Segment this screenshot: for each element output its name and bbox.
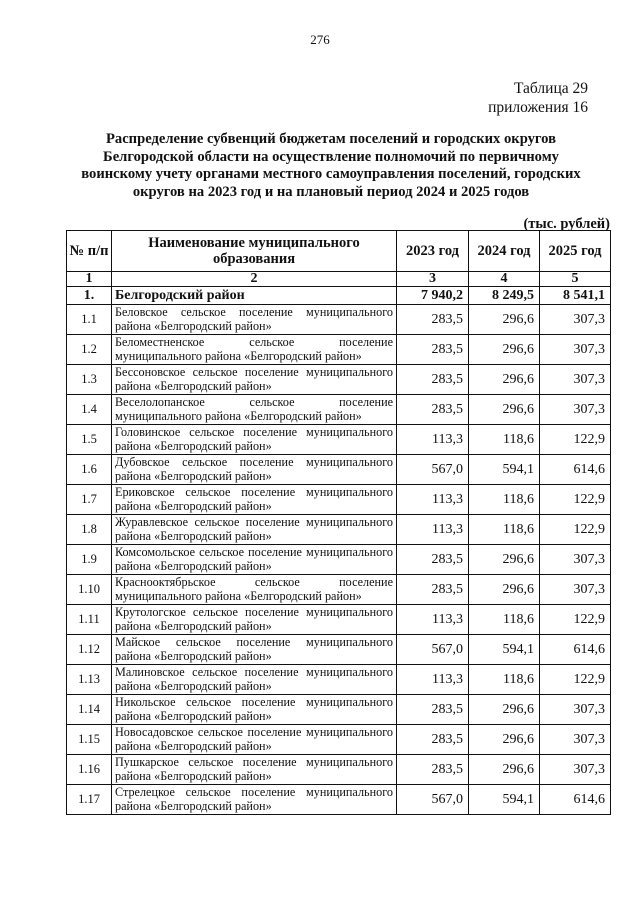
row-value-2025: 307,3 <box>540 395 611 425</box>
row-name: Беломестненское сельское поселение муниципального района «Белгородский район» <box>115 335 393 363</box>
row-name-cell <box>112 485 397 515</box>
document-title: Распределение субвенций бюджетам поселений и городских округов Белгородской области на осуществление полномочий по первичному воинскому учету органами местного самоуправления поселений, городских округов на 2023 год и на плановый период 2024 и 2025 годов <box>81 131 581 200</box>
table-row <box>67 635 611 665</box>
table-row <box>67 485 611 515</box>
row-name: Комсомольское сельское поселение муниципального района «Белгородский район» <box>115 545 393 573</box>
table-row <box>67 695 611 725</box>
row-value-2023: 113,3 <box>397 665 469 695</box>
column-number: 1 <box>67 272 112 287</box>
total-2024: 8 249,5 <box>469 287 540 305</box>
row-index: 1.2 <box>67 335 112 365</box>
row-value-2023: 283,5 <box>397 365 469 395</box>
row-value-2025: 122,9 <box>540 605 611 635</box>
row-value-2024: 296,6 <box>469 575 540 605</box>
row-name: Бессоновское сельское поселение муниципального района «Белгородский район» <box>115 365 393 393</box>
table-ref-line1: Таблица 29 <box>513 80 588 97</box>
row-name-cell <box>112 305 397 335</box>
row-value-2025: 307,3 <box>540 725 611 755</box>
header-index: № п/п <box>67 231 112 272</box>
row-index: 1.10 <box>67 575 112 605</box>
row-value-2025: 614,6 <box>540 785 611 815</box>
row-name: Новосадовское сельское поселение муниципального района «Белгородский район» <box>115 725 393 753</box>
row-name: Краснооктябрьское сельское поселение муниципального района «Белгородский район» <box>115 575 393 603</box>
row-name: Крутологское сельское поселение муниципального района «Белгородский район» <box>115 605 393 633</box>
row-name-cell <box>112 515 397 545</box>
row-value-2025: 307,3 <box>540 365 611 395</box>
row-value-2024: 594,1 <box>469 785 540 815</box>
row-value-2024: 296,6 <box>469 335 540 365</box>
row-name-cell <box>112 755 397 785</box>
row-value-2024: 296,6 <box>469 305 540 335</box>
column-number: 3 <box>397 272 469 287</box>
table-row <box>67 545 611 575</box>
total-name: Белгородский район <box>112 287 397 305</box>
table-row <box>67 425 611 455</box>
district-total-row <box>67 287 611 305</box>
table-row <box>67 575 611 605</box>
table-row <box>67 335 611 365</box>
row-name-cell <box>112 395 397 425</box>
row-name: Веселолопанское сельское поселение муниципального района «Белгородский район» <box>115 395 393 423</box>
row-name: Никольское сельское поселение муниципального района «Белгородский район» <box>115 695 393 723</box>
row-value-2025: 307,3 <box>540 305 611 335</box>
row-index: 1.16 <box>67 755 112 785</box>
row-name-cell <box>112 545 397 575</box>
row-value-2025: 307,3 <box>540 575 611 605</box>
table-row <box>67 755 611 785</box>
row-name: Беловское сельское поселение муниципального района «Белгородский район» <box>115 305 393 333</box>
total-index: 1. <box>67 287 112 305</box>
row-value-2025: 122,9 <box>540 485 611 515</box>
row-value-2023: 283,5 <box>397 725 469 755</box>
row-value-2025: 307,3 <box>540 545 611 575</box>
row-name-cell <box>112 695 397 725</box>
row-name: Стрелецкое сельское поселение муниципального района «Белгородский район» <box>115 785 393 813</box>
table-row <box>67 515 611 545</box>
row-name: Дубовское сельское поселение муниципального района «Белгородский район» <box>115 455 393 483</box>
total-2023: 7 940,2 <box>397 287 469 305</box>
row-value-2023: 283,5 <box>397 575 469 605</box>
row-name-cell <box>112 785 397 815</box>
row-value-2024: 118,6 <box>469 425 540 455</box>
row-index: 1.12 <box>67 635 112 665</box>
column-number: 2 <box>112 272 397 287</box>
row-value-2023: 113,3 <box>397 485 469 515</box>
row-value-2024: 118,6 <box>469 605 540 635</box>
header-name: Наименование муниципального образования <box>112 231 397 272</box>
row-value-2023: 567,0 <box>397 455 469 485</box>
row-name: Пушкарское сельское поселение муниципального района «Белгородский район» <box>115 755 393 783</box>
row-name-cell <box>112 635 397 665</box>
table-ref-line2: приложения 16 <box>488 99 588 116</box>
row-name: Журавлевское сельское поселение муниципального района «Белгородский район» <box>115 515 393 543</box>
row-name-cell <box>112 605 397 635</box>
row-value-2024: 594,1 <box>469 635 540 665</box>
page-number: 276 <box>310 32 330 47</box>
row-value-2025: 614,6 <box>540 455 611 485</box>
row-index: 1.3 <box>67 365 112 395</box>
row-value-2025: 122,9 <box>540 425 611 455</box>
table-row <box>67 395 611 425</box>
row-name-cell <box>112 365 397 395</box>
row-name: Головинское сельское поселение муниципального района «Белгородский район» <box>115 425 393 453</box>
row-name-cell <box>112 335 397 365</box>
row-value-2023: 283,5 <box>397 545 469 575</box>
table-row <box>67 665 611 695</box>
row-value-2023: 567,0 <box>397 635 469 665</box>
row-index: 1.5 <box>67 425 112 455</box>
table-row <box>67 725 611 755</box>
row-value-2023: 283,5 <box>397 695 469 725</box>
table-row <box>67 305 611 335</box>
row-value-2025: 122,9 <box>540 515 611 545</box>
row-index: 1.9 <box>67 545 112 575</box>
row-value-2023: 567,0 <box>397 785 469 815</box>
row-index: 1.14 <box>67 695 112 725</box>
subvention-table <box>66 230 611 815</box>
row-index: 1.1 <box>67 305 112 335</box>
row-value-2025: 307,3 <box>540 755 611 785</box>
row-value-2023: 113,3 <box>397 425 469 455</box>
table-row <box>67 365 611 395</box>
row-name: Малиновское сельское поселение муниципального района «Белгородский район» <box>115 665 393 693</box>
row-index: 1.13 <box>67 665 112 695</box>
header-2023: 2023 год <box>397 231 469 272</box>
row-value-2023: 283,5 <box>397 335 469 365</box>
row-name-cell <box>112 425 397 455</box>
row-value-2024: 296,6 <box>469 725 540 755</box>
header-2024: 2024 год <box>469 231 540 272</box>
column-number: 4 <box>469 272 540 287</box>
row-value-2025: 307,3 <box>540 695 611 725</box>
row-index: 1.4 <box>67 395 112 425</box>
row-value-2025: 122,9 <box>540 665 611 695</box>
row-name-cell <box>112 455 397 485</box>
row-name: Ериковское сельское поселение муниципального района «Белгородский район» <box>115 485 393 513</box>
table-row <box>67 605 611 635</box>
table-header-row <box>67 231 611 272</box>
row-name: Майское сельское поселение муниципального района «Белгородский район» <box>115 635 393 663</box>
table-row <box>67 455 611 485</box>
row-value-2024: 296,6 <box>469 755 540 785</box>
table-row <box>67 785 611 815</box>
row-value-2024: 296,6 <box>469 365 540 395</box>
total-2025: 8 541,1 <box>540 287 611 305</box>
row-value-2025: 307,3 <box>540 335 611 365</box>
row-value-2023: 113,3 <box>397 515 469 545</box>
column-number: 5 <box>540 272 611 287</box>
row-value-2025: 614,6 <box>540 635 611 665</box>
row-value-2024: 296,6 <box>469 395 540 425</box>
row-value-2024: 118,6 <box>469 665 540 695</box>
table-reference <box>488 79 588 117</box>
header-2025: 2025 год <box>540 231 611 272</box>
row-name-cell <box>112 665 397 695</box>
row-value-2023: 283,5 <box>397 755 469 785</box>
column-numbers-row <box>67 272 611 287</box>
row-value-2024: 296,6 <box>469 695 540 725</box>
row-value-2023: 113,3 <box>397 605 469 635</box>
row-index: 1.17 <box>67 785 112 815</box>
units-label: (тыс. рублей) <box>523 216 610 232</box>
row-value-2023: 283,5 <box>397 305 469 335</box>
row-index: 1.15 <box>67 725 112 755</box>
row-index: 1.11 <box>67 605 112 635</box>
row-value-2024: 594,1 <box>469 455 540 485</box>
row-index: 1.6 <box>67 455 112 485</box>
row-value-2024: 118,6 <box>469 515 540 545</box>
row-name-cell <box>112 725 397 755</box>
row-value-2023: 283,5 <box>397 395 469 425</box>
row-index: 1.8 <box>67 515 112 545</box>
row-name-cell <box>112 575 397 605</box>
row-value-2024: 118,6 <box>469 485 540 515</box>
row-index: 1.7 <box>67 485 112 515</box>
row-value-2024: 296,6 <box>469 545 540 575</box>
